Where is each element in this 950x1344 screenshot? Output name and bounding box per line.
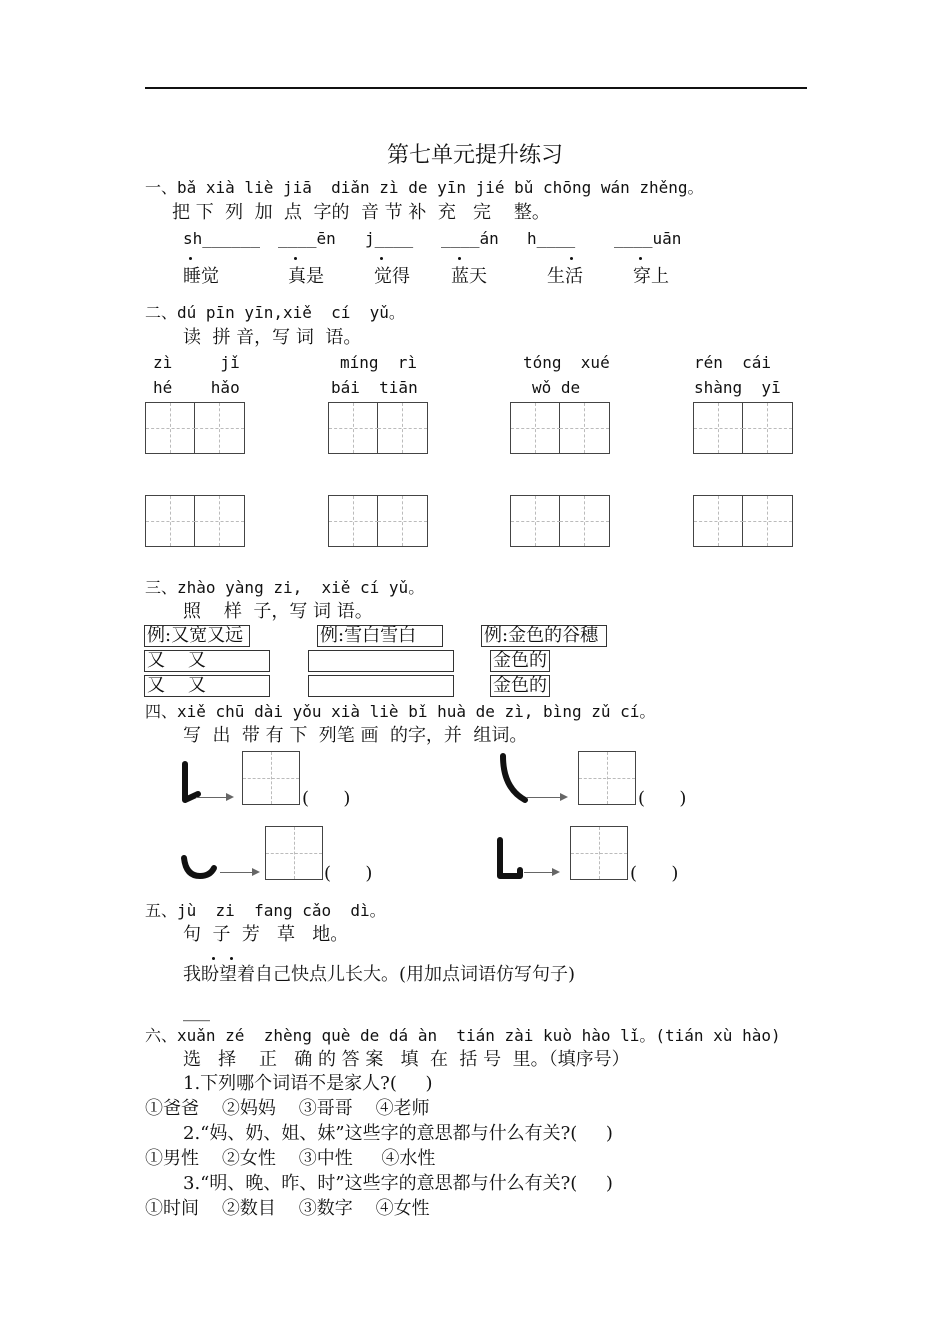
- stroke-bent-hook-icon: [178, 852, 220, 882]
- s5-heading-hanzi: 句 子 芳 草 地。: [183, 924, 349, 945]
- s3-heading-pinyin: 三、zhào yàng zi, xiě cí yǔ。: [145, 578, 425, 597]
- emphasis-dot: [458, 257, 461, 260]
- s6-heading-pinyin: 六、xuǎn zé zhèng què de dá àn tián zài kuò hào lǐ。(tián xù hào): [145, 1026, 781, 1045]
- s1-heading-pinyin: 一、bǎ xià liè jiā diǎn zì de yīn jié bǔ chōng wán zhěng。: [145, 178, 704, 197]
- question-1-options[interactable]: ①爸爸 ②妈妈 ③哥哥 ④老师: [145, 1098, 430, 1119]
- example-box-2: 例:雪白雪白: [317, 625, 443, 647]
- s1-word-5: 生活: [547, 266, 583, 287]
- question-2-options[interactable]: ①男性 ②女性 ③中性 ④水性: [145, 1148, 436, 1169]
- s1-word-3: 觉得: [374, 266, 410, 287]
- s1-word-1: 睡觉: [183, 266, 219, 287]
- question-1: 1.下列哪个词语不是家人?( ): [183, 1073, 433, 1094]
- question-3: 3.“明、晚、昨、时”这些字的意思都与什么有关?( ): [183, 1173, 613, 1194]
- s1-word-6: 穿上: [633, 266, 669, 287]
- s2-pinyin-b1: hé hǎo: [153, 378, 240, 397]
- arrow-icon: [524, 872, 558, 873]
- arrow-icon: [196, 797, 232, 798]
- emphasis-dot: [380, 257, 383, 260]
- s3-heading-hanzi: 照 样 子，写 词 语。: [183, 601, 373, 622]
- question-3-options[interactable]: ①时间 ②数目 ③数字 ④女性: [145, 1198, 430, 1219]
- answer-box-c2[interactable]: 金色的: [490, 675, 550, 697]
- s2-heading-hanzi: 读 拼 音，写 词 语。: [183, 327, 362, 348]
- writing-grid[interactable]: [328, 402, 428, 454]
- answer-paren-1[interactable]: ( ): [302, 788, 351, 809]
- answer-box-c1[interactable]: 金色的: [490, 650, 550, 672]
- s5-sentence: 我盼望着自己快点儿长大。(用加点词语仿写句子): [183, 964, 576, 985]
- s5-answer-line[interactable]: ___: [183, 1001, 210, 1022]
- s2-pinyin-a2: míng rì: [340, 353, 418, 372]
- example-box-1: 例:又宽又远: [144, 625, 250, 647]
- emphasis-dot: [230, 957, 233, 960]
- emphasis-dot: [212, 957, 215, 960]
- answer-box-a2[interactable]: 又 又: [144, 675, 270, 697]
- s1-heading-hanzi: 把 下 列 加 点 字的 音 节 补 充 完 整。: [172, 202, 550, 223]
- s2-pinyin-a1: zì jǐ: [153, 353, 240, 372]
- s2-heading-pinyin: 二、dú pīn yīn,xiě cí yǔ。: [145, 303, 405, 322]
- arrow-icon: [526, 797, 566, 798]
- writing-grid[interactable]: [510, 495, 610, 547]
- writing-grid[interactable]: [693, 402, 793, 454]
- s1-blank-3: j____: [365, 229, 414, 248]
- s1-blank-1: sh______: [183, 229, 261, 248]
- writing-grid[interactable]: [328, 495, 428, 547]
- s4-heading-pinyin: 四、xiě chū dài yǒu xià liè bǐ huà de zì, bìng zǔ cí。: [145, 702, 656, 721]
- writing-grid[interactable]: [145, 495, 245, 547]
- emphasis-dot: [639, 257, 642, 260]
- stroke-vertical-bend-hook-icon: [494, 836, 526, 884]
- s1-word-2: 真是: [288, 266, 324, 287]
- s6-heading-hanzi: 选 择 正 确 的 答 案 填 在 括 号 里。（填序号）: [183, 1049, 630, 1070]
- answer-paren-2[interactable]: ( ): [638, 788, 687, 809]
- s1-blank-6: ____uān: [614, 229, 682, 248]
- example-box-3: 例:金色的谷穗: [481, 625, 607, 647]
- s2-pinyin-b4: shàng yī: [694, 378, 781, 397]
- writing-grid[interactable]: [510, 402, 610, 454]
- top-rule: [145, 87, 807, 89]
- answer-paren-3[interactable]: ( ): [324, 863, 373, 884]
- page-title: 第七单元提升练习: [386, 143, 563, 168]
- emphasis-dot: [189, 257, 192, 260]
- emphasis-dot: [294, 257, 297, 260]
- s2-pinyin-b2: bái tiān: [331, 378, 418, 397]
- writing-grid[interactable]: [145, 402, 245, 454]
- char-box[interactable]: [242, 751, 300, 805]
- s1-blank-5: h____: [527, 229, 576, 248]
- s5-heading-pinyin: 五、jù zi fang cǎo dì。: [145, 901, 386, 920]
- stroke-vertical-lift-icon: [178, 760, 202, 806]
- s1-blank-4: ____án: [441, 229, 499, 248]
- answer-box-b1[interactable]: [308, 650, 454, 672]
- s1-blank-2: ____ēn: [278, 229, 336, 248]
- answer-box-a1[interactable]: 又 又: [144, 650, 270, 672]
- emphasis-dot: [570, 257, 573, 260]
- char-box[interactable]: [578, 751, 636, 805]
- s2-pinyin-b3: wǒ de: [532, 378, 581, 397]
- answer-box-b2[interactable]: [308, 675, 454, 697]
- writing-grid[interactable]: [693, 495, 793, 547]
- char-box[interactable]: [570, 826, 628, 880]
- s2-pinyin-a3: tóng xué: [523, 353, 610, 372]
- s1-word-4: 蓝天: [451, 266, 487, 287]
- s4-heading-hanzi: 写 出 带 有 下 列笔 画 的字，并 组词。: [183, 725, 528, 746]
- answer-paren-4[interactable]: ( ): [630, 863, 679, 884]
- char-box[interactable]: [265, 826, 323, 880]
- s2-pinyin-a4: rén cái: [694, 353, 772, 372]
- question-2: 2.“妈、奶、姐、妹”这些字的意思都与什么有关?( ): [183, 1123, 613, 1144]
- arrow-icon: [220, 872, 258, 873]
